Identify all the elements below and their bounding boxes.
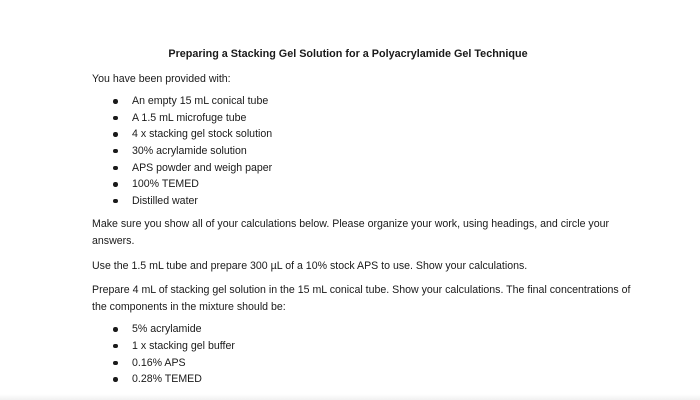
page-edge-shadow [0, 394, 700, 400]
instruction-stacking-gel: Prepare 4 mL of stacking gel solution in the 15 mL conical tube. Show your calculations. The final concentrations of the components in the mixture should be: [92, 284, 631, 313]
bullet-icon [113, 132, 118, 137]
list-item: 0.28% TEMED [92, 371, 632, 388]
list-item: 100% TEMED [92, 176, 632, 193]
bullet-icon [113, 99, 118, 104]
bullet-icon [113, 377, 118, 382]
page-title: Preparing a Stacking Gel Solution for a Polyacrylamide Gel Technique [168, 48, 528, 60]
list-item: 5% acrylamide [92, 321, 632, 338]
instruction-calculations: Make sure you show all of your calculations below. Please organize your work, using headings, and circle your answers. [92, 218, 610, 247]
bullet-icon [113, 327, 118, 332]
list-item: 4 x stacking gel stock solution [92, 126, 632, 143]
list-item: A 1.5 mL microfuge tube [92, 110, 632, 127]
list-item: 30% acrylamide solution [92, 143, 632, 160]
instruction-aps: Use the 1.5 mL tube and prepare 300 µL of a 10% stock APS to use. Show your calculations. [92, 259, 528, 272]
bullet-icon [113, 361, 118, 366]
list-item: 1 x stacking gel buffer [92, 338, 632, 355]
bullet-icon [113, 116, 118, 121]
document-body [92, 46, 632, 388]
final-concentrations-list [92, 321, 632, 387]
bullet-icon [113, 344, 118, 349]
list-item: Distilled water [92, 193, 632, 210]
bullet-icon [113, 199, 118, 204]
list-item: An empty 15 mL conical tube [92, 93, 632, 110]
provided-items-list [92, 93, 632, 209]
bullet-icon [113, 182, 118, 187]
intro-text: You have been provided with: [92, 72, 231, 85]
list-item: APS powder and weigh paper [92, 160, 632, 177]
list-item: 0.16% APS [92, 355, 632, 372]
bullet-icon [113, 166, 118, 171]
bullet-icon [113, 149, 118, 154]
